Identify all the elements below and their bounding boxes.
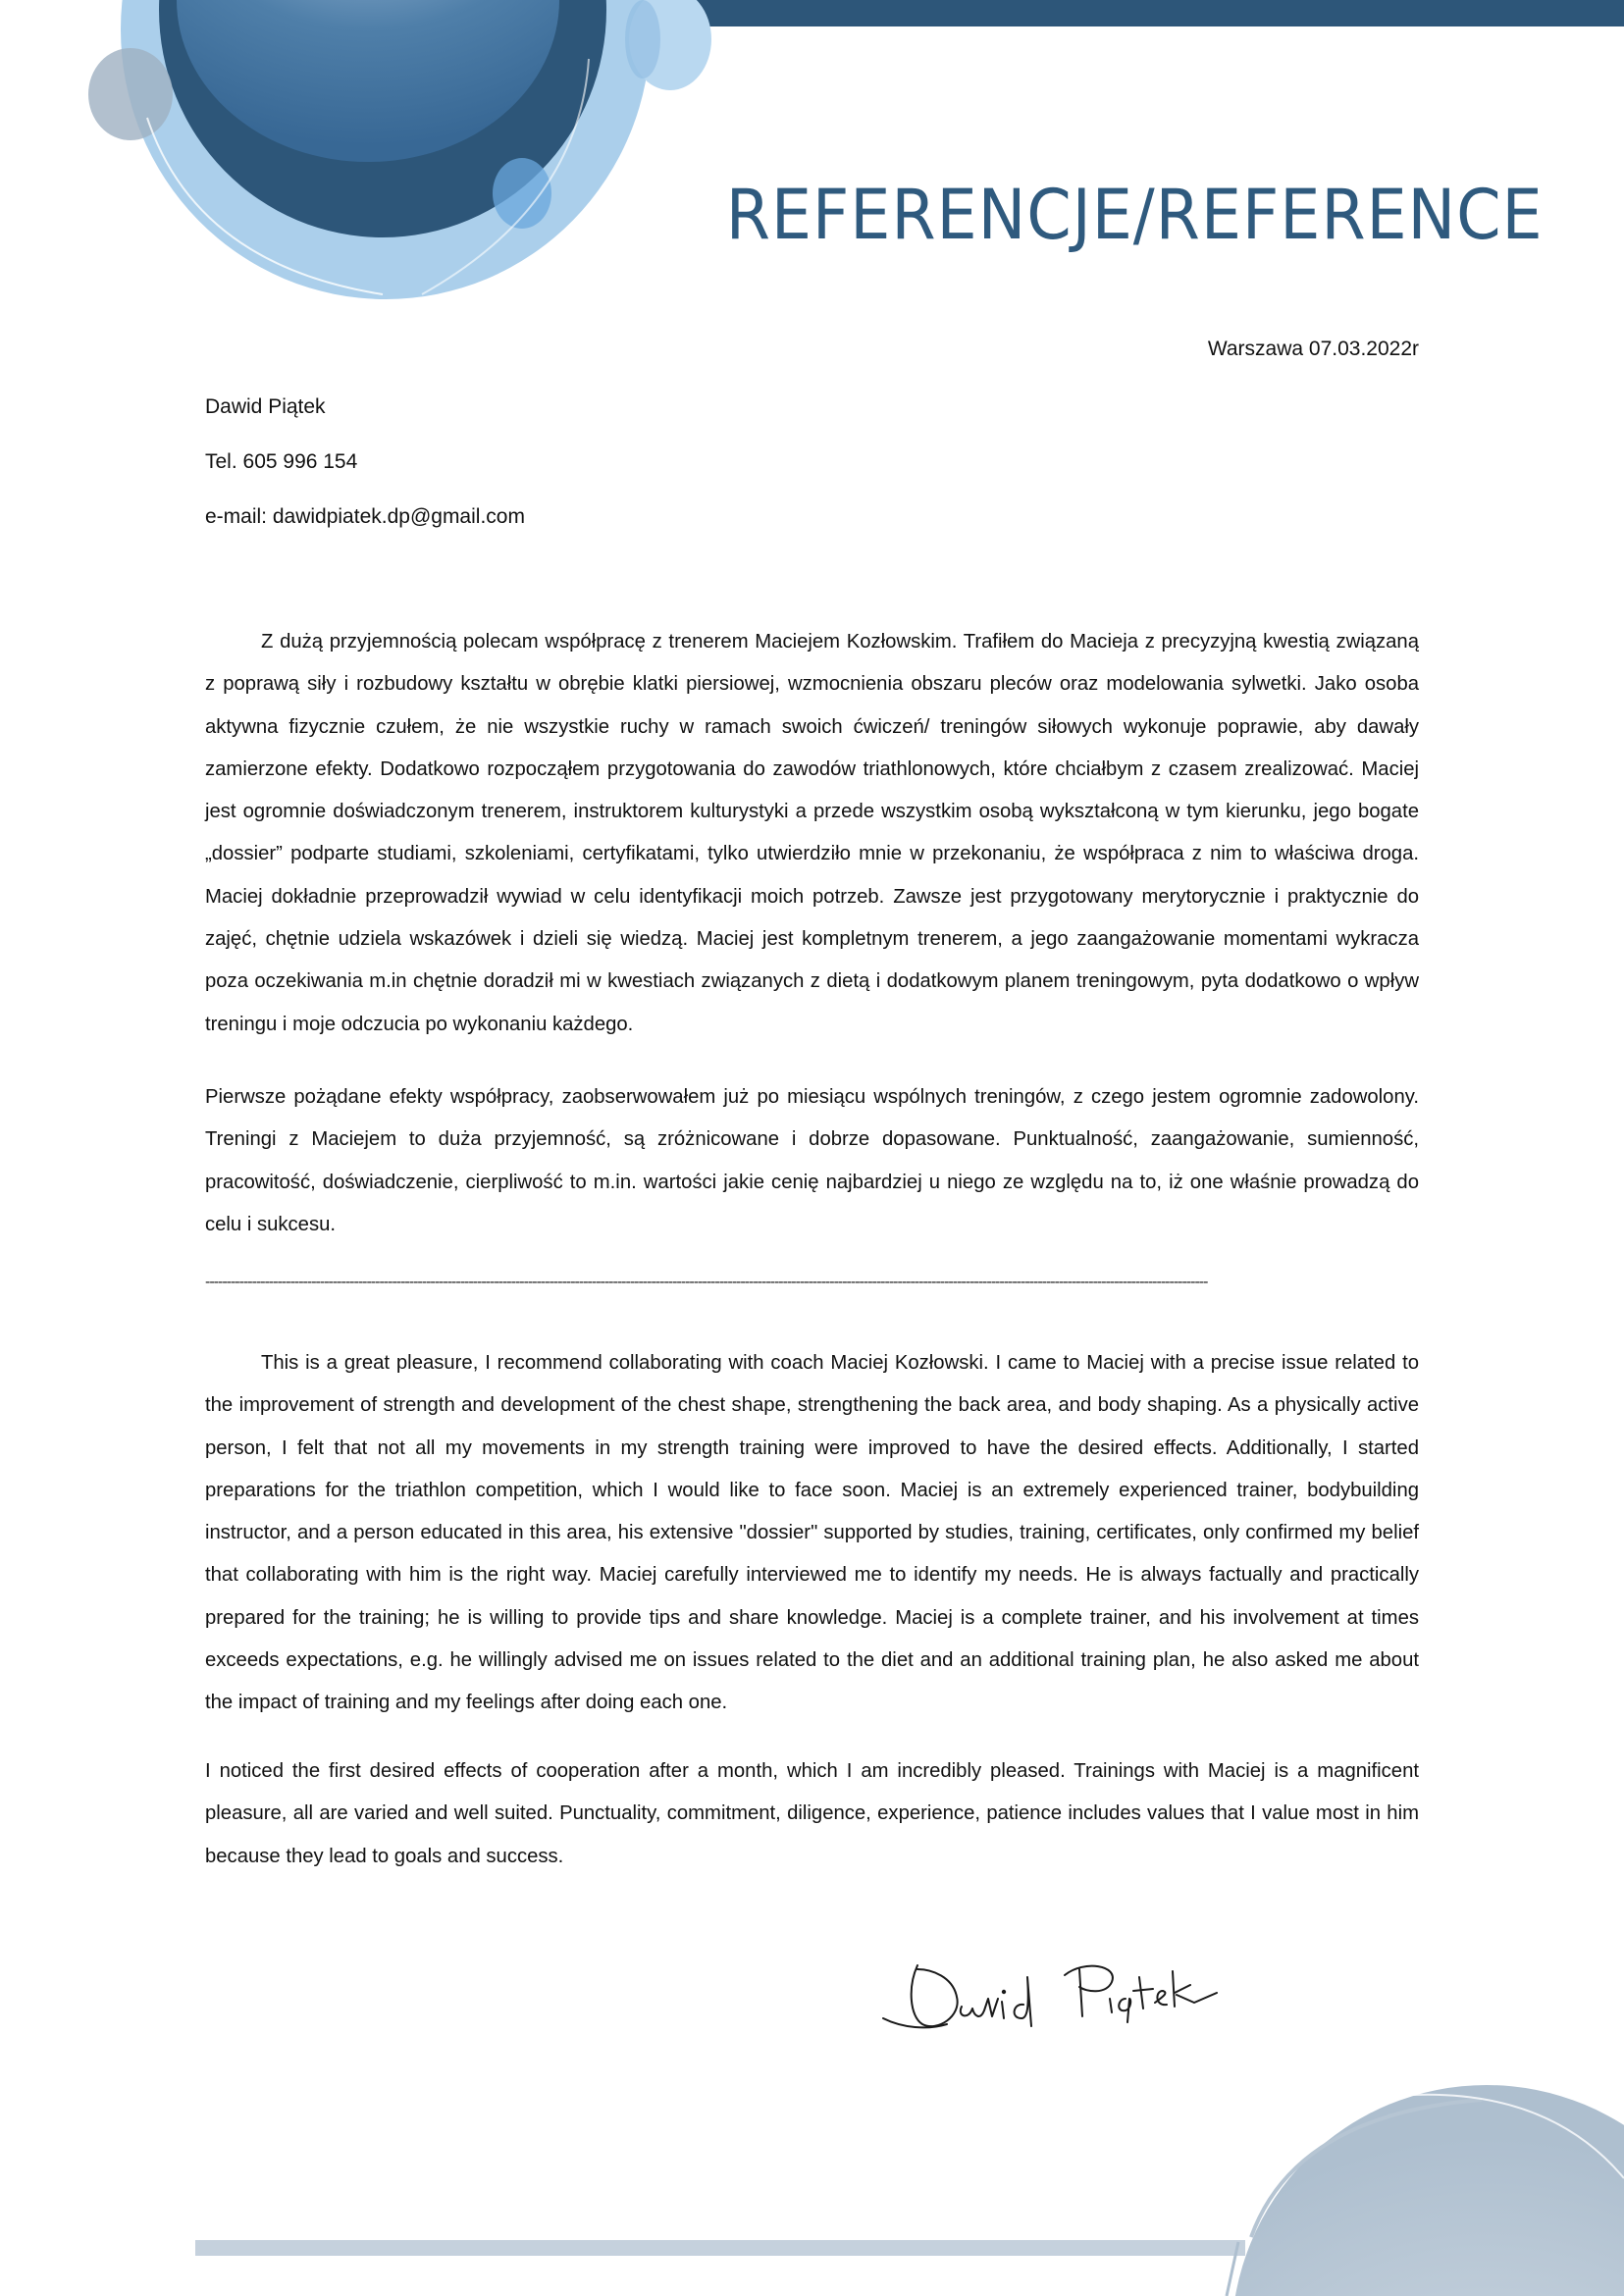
bubble-left (88, 48, 173, 140)
author-name: Dawid Piątek (205, 395, 326, 418)
english-paragraph-2: I noticed the first desired effects of cooperation after a month, which I am incredibly pleased. Trainings with Maciej is a magnificent pleasure, all are varied and well suited. Punctuality, commitment, diligence, experience, patience includes values that I value most in him because they lead to goals and success. (205, 1760, 1419, 1867)
author-email: e-mail: dawidpiatek.dp@gmail.com (205, 505, 525, 528)
decorative-circles-top (0, 0, 746, 324)
polish-paragraph-1: Z dużą przyjemnością polecam współpracę z trenerem Maciejem Kozłowskim. Trafiłem do Macieja z precyzyjną kwestią związaną z poprawą siły i rozbudowy kształtu w obrębie klatki piersiowej, wzmocnienia obszaru pleców oraz modelowania sylwetki. Jako osoba aktywna fizycznie czułem, że nie wszystkie ruchy w ramach swoich ćwiczeń/ treningów siłowych wykonuje poprawie, aby dawały zamierzone efekty. Dodatkowo rozpocząłem przygotowania do zawodów triathlonowych, które chciałbym z czasem zrealizować. Maciej jest ogromnie doświadczonym trenerem, instruktorem kulturystyki a przede wszystkim osobą wykształconą w tym kierunku, jego bogate „dossier” podparte studiami, szkoleniami, certyfikatami, tylko utwierdziło mnie w przekonaniu, że współpraca z nim to właściwa droga. Maciej dokładnie przeprowadził wywiad w celu identyfikacji moich potrzeb. Zawsze jest przygotowany merytorycznie i praktycznie do zajęć, chętnie udziela wskazówek i dzieli się wiedzą. Maciej jest kompletnym trenerem, a jego zaangażowanie momentami wykracza poza oczekiwania m.in chętnie doradził mi w kwestiach związanych z dietą i dodatkowym planem treningowym, pyta dodatkowo o wpływ treningu i moje odczucia po wykonaniu każdego. (205, 631, 1419, 1035)
bottom-sphere (1231, 2085, 1624, 2296)
bubble-lower-right (493, 158, 551, 229)
footer-bar (195, 2240, 1245, 2256)
polish-paragraph-2: Pierwsze pożądane efekty współpracy, zaobserwowałem już po miesiącu wspólnych treningów, z czego jestem ogromnie zadowolony. Treningi z Maciejem to duża przyjemność, są zróżnicowane i dobrze dopasowane. Punktualność, zaangażowanie, sumienność, pracowitość, doświadczenie, cierpliwość to m.in. wartości jakie cenię najbardziej u niego ze względu na to, iż one właśnie prowadzą do celu i sukcesu. (205, 1086, 1419, 1235)
header-bar (628, 0, 1624, 26)
bubble-top-right-inner (625, 0, 660, 78)
author-phone: Tel. 605 996 154 (205, 450, 358, 473)
decorative-circle-bottom (1158, 2021, 1624, 2296)
english-paragraph-1: This is a great pleasure, I recommend collaborating with coach Maciej Kozłowski. I came to Maciej with a precise issue related to the improvement of strength and development of the chest shape, strengthening the back area, and body shaping. As a physically active person, I felt that not all my movements in my strength training were improved to have the desired effects. Additionally, I started preparations for the triathlon competition, which I would like to face soon. Maciej is an extremely experienced trainer, bodybuilding instructor, and a person educated in this area, his extensive "dossier" supported by studies, training, certificates, only confirmed my belief that collaborating with him is the right way. Maciej carefully interviewed me to identify my needs. He is always factually and practically prepared for the training; he is willing to provide tips and share knowledge. Maciej is a complete trainer, and his involvement at times exceeds expectations, e.g. he willingly advised me on issues related to the diet and an additional training plan, he also asked me about the impact of training and my feelings after doing each one. (205, 1352, 1419, 1714)
section-separator: -------------------------------------------------------------------------------------------------------------------------------------------------------------------------------------------------------------------------------------------- (205, 1274, 1208, 1290)
page-title: REFERENCJE/REFERENCE (726, 175, 1544, 255)
place-and-date: Warszawa 07.03.2022r (1207, 338, 1419, 360)
